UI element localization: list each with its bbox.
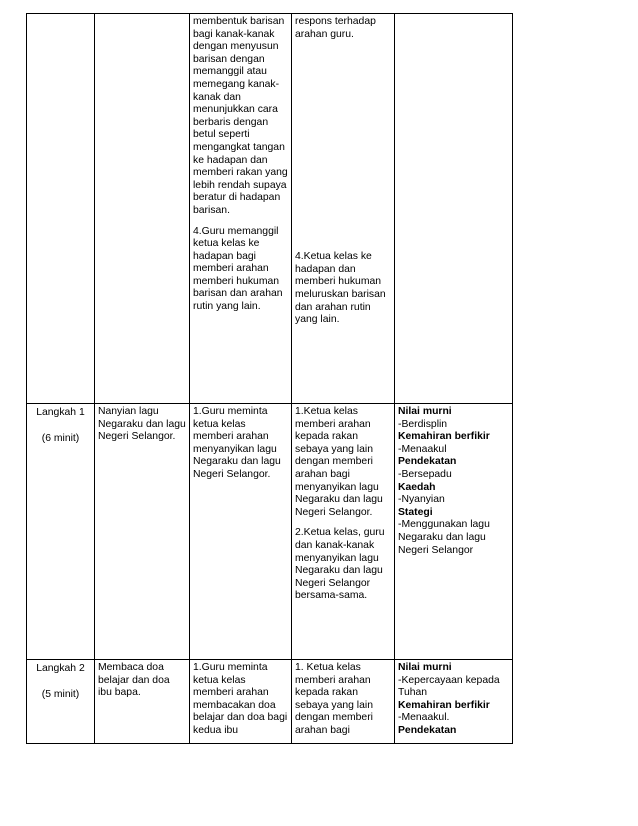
student-activity-text: 4.Ketua kelas ke hadapan dan memberi hukuman meluruskan barisan dan arahan rutin yang lain.	[295, 251, 386, 326]
student-activity-cell	[292, 404, 395, 660]
notes-cell	[395, 660, 513, 744]
note-value: -Bersepadu	[398, 468, 452, 480]
student-activity-text: 1. Ketua kelas memberi arahan kepada rakan sebaya yang lain dengan memberi arahan bagi	[295, 662, 373, 736]
student-activity-text: 1.Ketua kelas memberi arahan kepada rakan sebaya yang lain dengan memberi arahan bagi menyanyikan lagu Negaraku dan lagu Negeri Selangor.	[295, 406, 383, 518]
note-value: -Berdisplin	[398, 418, 448, 430]
content-text: Nanyian lagu Negaraku dan lagu Negeri Selangor.	[98, 406, 186, 443]
student-activity-cell	[292, 660, 395, 744]
note-heading: Kemahiran berfikir	[398, 699, 490, 711]
note-heading: Kemahiran berfikir	[398, 431, 490, 443]
table-row	[27, 14, 513, 404]
student-activity-text: 2.Ketua kelas, guru dan kanak-kanak menyanyikan lagu Negaraku dan lagu Negeri Selangor bersama-sama.	[295, 527, 385, 602]
teacher-activity-cell	[190, 404, 292, 660]
notes-cell	[395, 404, 513, 660]
content-cell	[95, 14, 190, 404]
table-row	[27, 404, 513, 660]
step-label: Langkah 2	[36, 663, 85, 674]
note-heading: Kaedah	[398, 481, 436, 493]
teacher-activity-text: 4.Guru memanggil ketua kelas ke hadapan bagi memberi arahan memberi hukuman barisan dan arahan rutin yang lain.	[193, 225, 283, 313]
note-heading: Nilai murni	[398, 406, 452, 417]
notes-cell	[395, 14, 513, 404]
note-heading: Stategi	[398, 506, 433, 518]
lesson-plan-table	[26, 13, 513, 744]
note-value: -Menaakul	[398, 443, 447, 455]
teacher-activity-text: membentuk barisan bagi kanak-kanak dengan menyusun barisan dengan memanggil atau memegang kanak-kanak dan menunjukkan cara berbaris dengan betul seperti mengangkat tangan ke hadapan dan memberi rakan yang lebih rendah supaya beratur di hadapan barisan.	[193, 16, 288, 216]
teacher-activity-text: 1.Guru meminta ketua kelas memberi arahan membacakan doa belajar dan doa bagi kedua ibu	[193, 662, 288, 736]
teacher-activity-text: 1.Guru meminta ketua kelas memberi arahan menyanyikan lagu Negaraku dan lagu Negeri Selangor.	[193, 406, 281, 480]
note-value: -Menaakul.	[398, 712, 450, 724]
note-heading: Pendekatan	[398, 724, 457, 736]
teacher-activity-cell	[190, 14, 292, 404]
table-row	[27, 660, 513, 744]
note-value: -Nyanyian	[398, 494, 445, 506]
step-duration: (5 minit)	[41, 688, 80, 700]
step-label: Langkah 1	[36, 407, 85, 418]
note-heading: Nilai murni	[398, 662, 452, 673]
step-duration: (6 minit)	[41, 432, 80, 444]
note-value: -Menggunakan lagu Negaraku dan lagu Negeri Selangor	[398, 519, 490, 556]
note-heading: Pendekatan	[398, 456, 457, 468]
content-cell	[95, 404, 190, 660]
student-activity-cell	[292, 14, 395, 404]
content-text: Membaca doa belajar dan doa ibu bapa.	[98, 662, 170, 699]
content-cell	[95, 660, 190, 744]
step-cell	[27, 14, 95, 404]
step-cell	[27, 404, 95, 660]
step-cell	[27, 660, 95, 744]
note-value: -Kepercayaan kepada Tuhan	[398, 674, 500, 699]
student-activity-text: respons terhadap arahan guru.	[295, 16, 376, 40]
teacher-activity-cell	[190, 660, 292, 744]
